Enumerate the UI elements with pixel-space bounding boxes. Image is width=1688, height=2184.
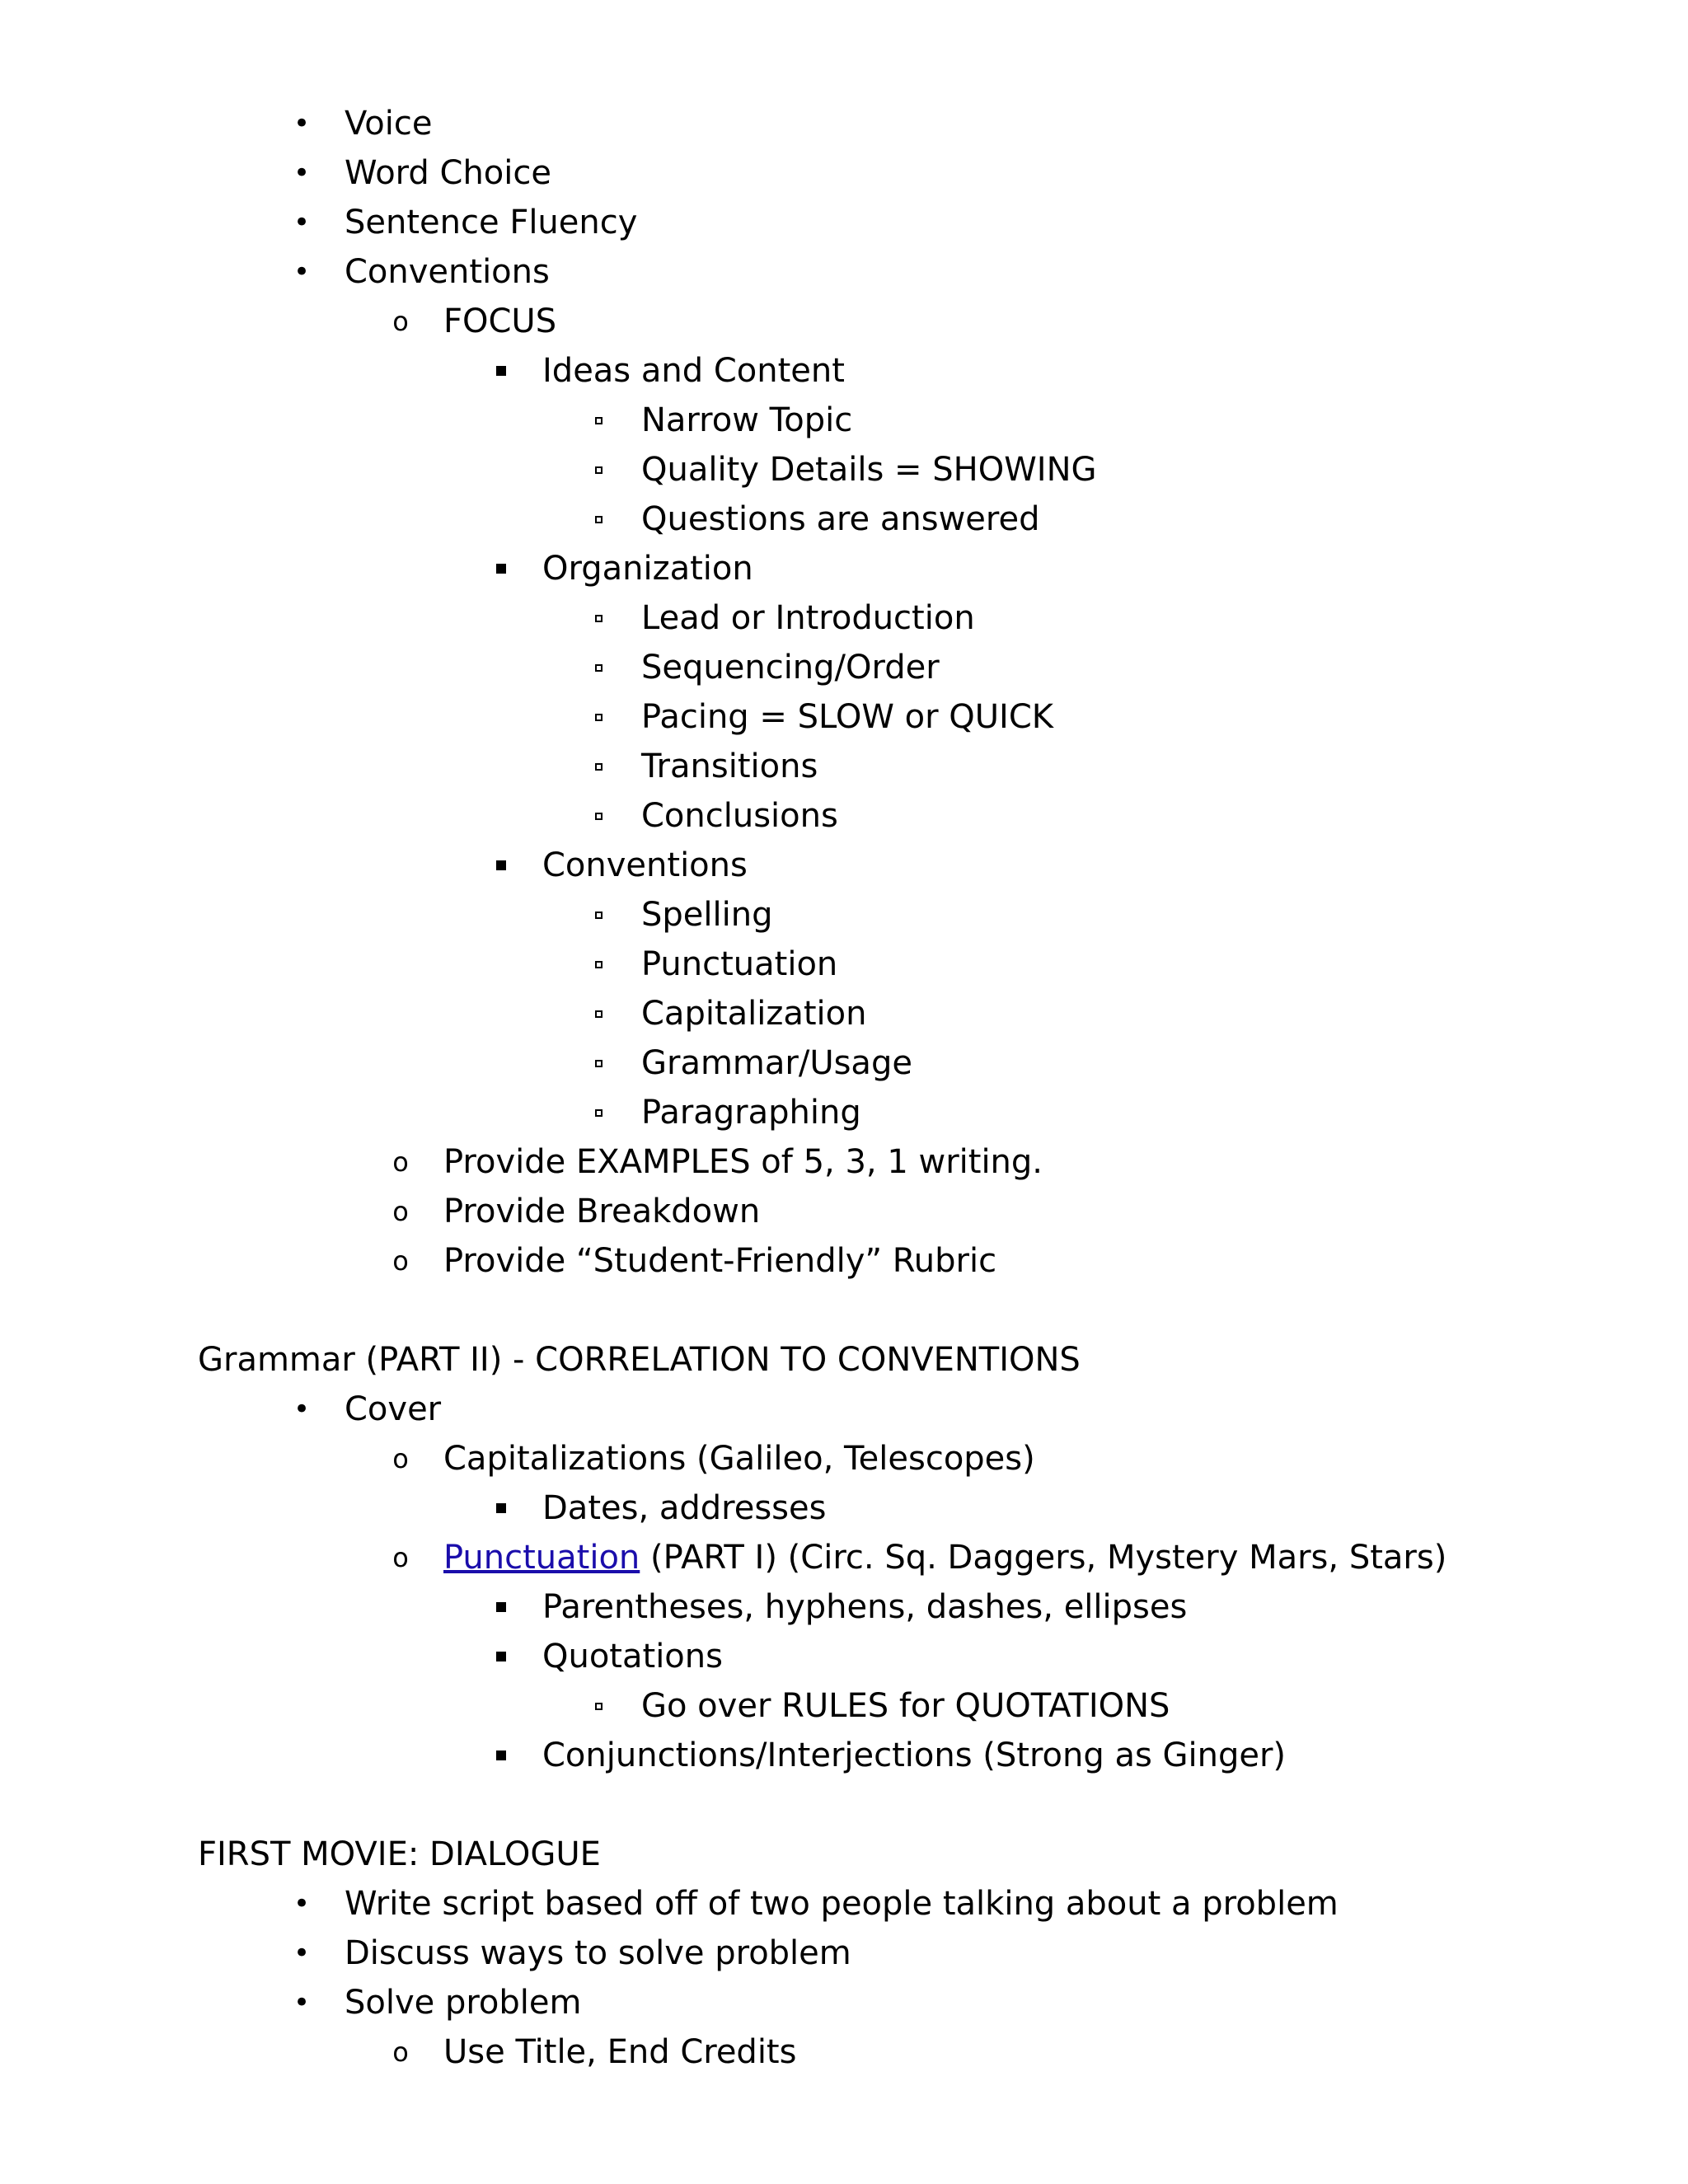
list-item-text: Provide EXAMPLES of 5, 3, 1 writing. bbox=[443, 1143, 1043, 1181]
circle-bullet-icon: o bbox=[392, 306, 409, 337]
hollow-square-bullet-icon bbox=[595, 961, 603, 968]
list-item-text: Conventions bbox=[542, 846, 748, 884]
hollow-square-bullet-icon bbox=[595, 466, 603, 474]
hollow-square-bullet-icon bbox=[595, 417, 603, 424]
list-item-text: Word Choice bbox=[345, 154, 551, 192]
list-item-text: Questions are answered bbox=[641, 500, 1040, 538]
punctuation-link[interactable]: Punctuation bbox=[443, 1539, 640, 1577]
list-item-text: Sequencing/Order bbox=[641, 649, 940, 687]
hollow-square-bullet-icon bbox=[595, 813, 603, 820]
circle-bullet-icon: o bbox=[392, 1146, 409, 1178]
list-item-text: Conclusions bbox=[641, 797, 838, 835]
circle-bullet-icon: o bbox=[392, 1245, 409, 1277]
square-bullet-icon bbox=[496, 1602, 506, 1612]
list-item-text: Narrow Topic bbox=[641, 401, 853, 439]
bullet-icon: • bbox=[293, 107, 311, 140]
list-item-text: FOCUS bbox=[443, 302, 557, 340]
square-bullet-icon bbox=[496, 1750, 506, 1760]
hollow-square-bullet-icon bbox=[595, 1703, 603, 1710]
list-item-text: Solve problem bbox=[345, 1984, 582, 2022]
bullet-icon: • bbox=[293, 157, 311, 190]
bullet-icon: • bbox=[293, 1393, 311, 1426]
hollow-square-bullet-icon bbox=[595, 664, 603, 672]
list-item-text: Quality Details = SHOWING bbox=[641, 451, 1097, 489]
hollow-square-bullet-icon bbox=[595, 912, 603, 919]
square-bullet-icon bbox=[496, 1652, 506, 1661]
list-item-text: Sentence Fluency bbox=[345, 204, 638, 241]
list-item-text: Capitalizations (Galileo, Telescopes) bbox=[443, 1440, 1035, 1478]
list-item-text: Parentheses, hyphens, dashes, ellipses bbox=[542, 1588, 1188, 1626]
list-item-text: Voice bbox=[345, 105, 433, 143]
hollow-square-bullet-icon bbox=[595, 714, 603, 721]
list-item-text: Transitions bbox=[641, 748, 818, 785]
square-bullet-icon bbox=[496, 366, 506, 376]
bullet-icon: • bbox=[293, 1937, 311, 1970]
bullet-icon: • bbox=[293, 206, 311, 239]
square-bullet-icon bbox=[496, 1503, 506, 1513]
section-heading: Grammar (PART II) - CORRELATION TO CONVENTIONS bbox=[198, 1341, 1081, 1379]
list-item-text: Provide “Student-Friendly” Rubric bbox=[443, 1242, 997, 1280]
section-heading: FIRST MOVIE: DIALOGUE bbox=[198, 1835, 601, 1873]
list-item-text: Punctuation bbox=[641, 945, 838, 983]
list-item-text: Write script based off of two people talking about a problem bbox=[345, 1885, 1339, 1923]
list-item-text: Go over RULES for QUOTATIONS bbox=[641, 1687, 1170, 1725]
list-item-text: Ideas and Content bbox=[542, 352, 845, 390]
list-item-text: Pacing = SLOW or QUICK bbox=[641, 698, 1053, 736]
list-item-text: Provide Breakdown bbox=[443, 1193, 761, 1230]
list-item-text: Lead or Introduction bbox=[641, 599, 975, 637]
list-item-text: Paragraphing bbox=[641, 1094, 861, 1132]
bullet-icon: • bbox=[293, 1986, 311, 2019]
circle-bullet-icon: o bbox=[392, 1443, 409, 1474]
list-item-text: Conventions bbox=[345, 253, 550, 291]
hollow-square-bullet-icon bbox=[595, 1060, 603, 1067]
list-item-text: Discuss ways to solve problem bbox=[345, 1934, 851, 1972]
hollow-square-bullet-icon bbox=[595, 763, 603, 771]
square-bullet-icon bbox=[496, 860, 506, 870]
circle-bullet-icon: o bbox=[392, 1542, 409, 1573]
list-item-text: Conjunctions/Interjections (Strong as Ginger) bbox=[542, 1736, 1287, 1774]
list-item-text: Grammar/Usage bbox=[641, 1044, 912, 1082]
list-item-text: Quotations bbox=[542, 1638, 723, 1675]
list-item-text: Organization bbox=[542, 550, 753, 588]
hollow-square-bullet-icon bbox=[595, 615, 603, 622]
punctuation-detail: (PART I) (Circ. Sq. Daggers, Mystery Mars, Stars) bbox=[640, 1539, 1447, 1577]
hollow-square-bullet-icon bbox=[595, 1109, 603, 1117]
list-item-text bbox=[443, 1533, 1447, 1582]
hollow-square-bullet-icon bbox=[595, 1010, 603, 1018]
bullet-icon: • bbox=[293, 255, 311, 288]
list-item-text: Use Title, End Credits bbox=[443, 2033, 797, 2071]
circle-bullet-icon: o bbox=[392, 2036, 409, 2068]
list-item-text: Cover bbox=[345, 1390, 442, 1428]
circle-bullet-icon: o bbox=[392, 1196, 409, 1227]
square-bullet-icon bbox=[496, 564, 506, 574]
bullet-icon: • bbox=[293, 1887, 311, 1920]
list-item-text: Spelling bbox=[641, 896, 773, 934]
list-item-text: Dates, addresses bbox=[542, 1489, 827, 1527]
list-item-text: Capitalization bbox=[641, 995, 867, 1033]
hollow-square-bullet-icon bbox=[595, 516, 603, 523]
